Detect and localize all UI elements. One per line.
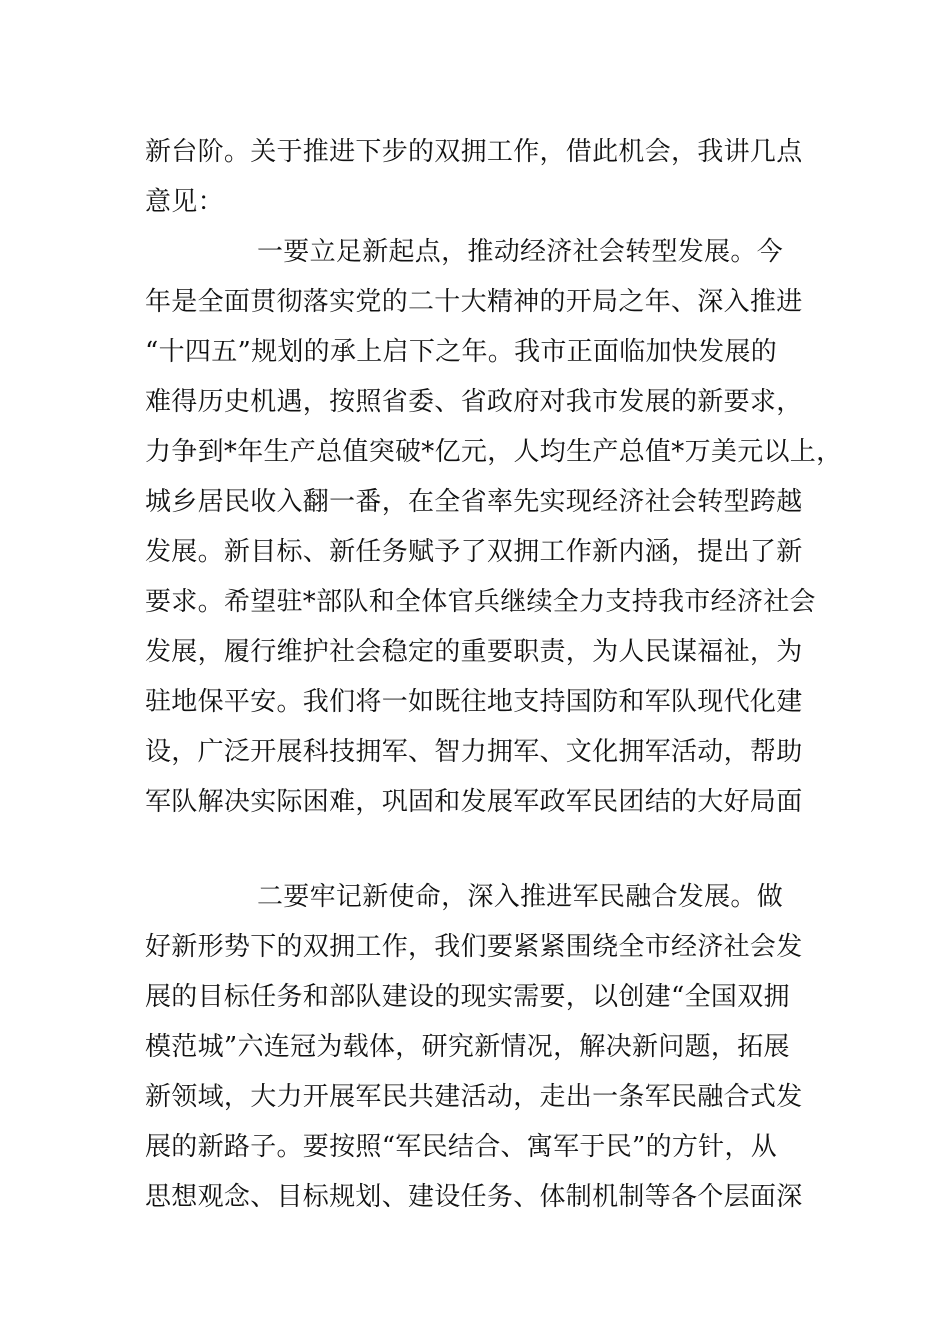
paragraph-heading-1: 一要立足新起点，推动经济社会转型发展。今 [257, 237, 784, 267]
text-line: 新台阶。关于推进下步的双拥工作，借此机会，我讲几点 [145, 137, 803, 167]
text-line: 展的目标任务和部队建设的现实需要，以创建“全国双拥 [145, 982, 790, 1012]
text-line: 新领域，大力开展军民共建活动，走出一条军民融合式发 [145, 1082, 803, 1112]
text-line: 意见： [145, 187, 224, 217]
text-line: 发展。新目标、新任务赋予了双拥工作新内涵，提出了新 [145, 537, 803, 567]
text-line: 驻地保平安。我们将一如既往地支持国防和军队现代化建 [145, 687, 803, 717]
text-line: 要求。希望驻*部队和全体官兵继续全力支持我市经济社会 [145, 587, 816, 617]
text-line: 发展，履行维护社会稳定的重要职责，为人民谋福祉，为 [145, 637, 803, 667]
text-line: 力争到*年生产总值突破*亿元，人均生产总值*万美元以上， [145, 437, 843, 467]
text-line: 好新形势下的双拥工作，我们要紧紧围绕全市经济社会发 [145, 932, 803, 962]
text-line: 思想观念、目标规划、建设任务、体制机制等各个层面深 [145, 1182, 803, 1212]
text-line: 展的新路子。要按照“军民结合、寓军于民”的方针，从 [145, 1132, 778, 1162]
text-line: 年是全面贯彻落实党的二十大精神的开局之年、深入推进 [145, 287, 803, 317]
text-line: 城乡居民收入翻一番，在全省率先实现经济社会转型跨越 [145, 487, 803, 517]
text-line: 难得历史机遇，按照省委、省政府对我市发展的新要求， [145, 387, 803, 417]
text-line: “十四五”规划的承上启下之年。我市正面临加快发展的 [145, 337, 778, 367]
text-line: 设，广泛开展科技拥军、智力拥军、文化拥军活动，帮助 [145, 737, 803, 767]
text-line: 军队解决实际困难，巩固和发展军政军民团结的大好局面 [145, 787, 803, 817]
text-line: 模范城”六连冠为载体，研究新情况，解决新问题，拓展 [145, 1032, 790, 1062]
paragraph-heading-2: 二要牢记新使命，深入推进军民融合发展。做 [257, 882, 784, 912]
